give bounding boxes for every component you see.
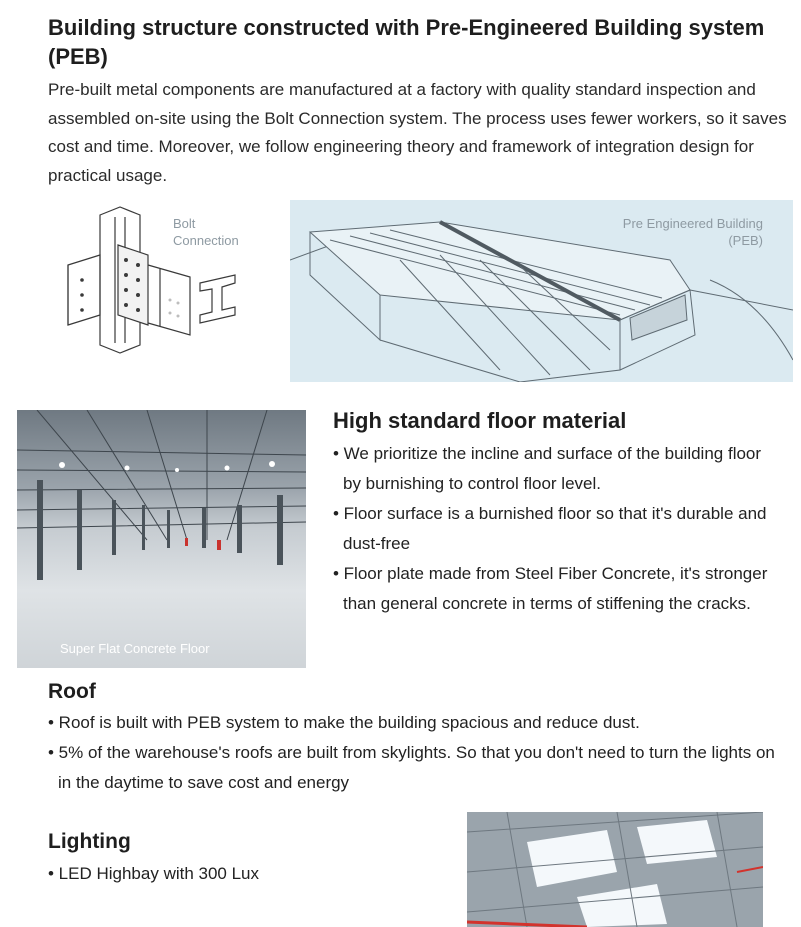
floor-bullet-list [333,439,783,619]
bolt-label-line2: Connection [173,233,239,248]
list-item: • Roof is built with PEB system to make the building spacious and reduce dust. [48,713,640,732]
warehouse-floor-photo [17,410,306,668]
peb-section-body: Pre-built metal components are manufactured at a factory with quality standard inspection and assembled on-site using the Bolt Connection system. The process uses fewer workers, so it saves cost and time. Moreover, we follow engineering theory and framework of integration design for practical usage. [48,80,787,185]
peb-building-illustration [290,200,793,382]
peb-section-title: Building structure constructed with Pre-Engineered Building system (PEB) [48,15,765,69]
lighting-section-title: Lighting [48,830,131,853]
skylight-roof-photo [467,812,763,927]
bolt-label-line1: Bolt [173,216,196,231]
bolt-connection-illustration [60,205,285,355]
roof-bullet-list [48,708,788,798]
list-item: • LED Highbay with 300 Lux [48,864,260,883]
list-item: • Floor surface is a burnished floor so that it's durable and dust-free [333,504,767,553]
floor-photo-caption: Super Flat Concrete Floor [60,641,210,656]
lighting-bullet-list [48,860,259,888]
list-item: • 5% of the warehouse's roofs are built from skylights. So that you don't need to turn the lights on in the daytime to save cost and energy [48,743,775,792]
peb-label-line1: Pre Engineered Building [622,216,763,231]
floor-section-title: High standard floor material [333,408,627,433]
list-item: • Floor plate made from Steel Fiber Concrete, it's stronger than general concrete in terms of stiffening the cracks. [333,564,768,613]
roof-section-title: Roof [48,680,96,703]
peb-label-line2: (PEB) [728,233,763,248]
list-item: • We prioritize the incline and surface of the building floor by burnishing to control floor level. [333,444,762,493]
